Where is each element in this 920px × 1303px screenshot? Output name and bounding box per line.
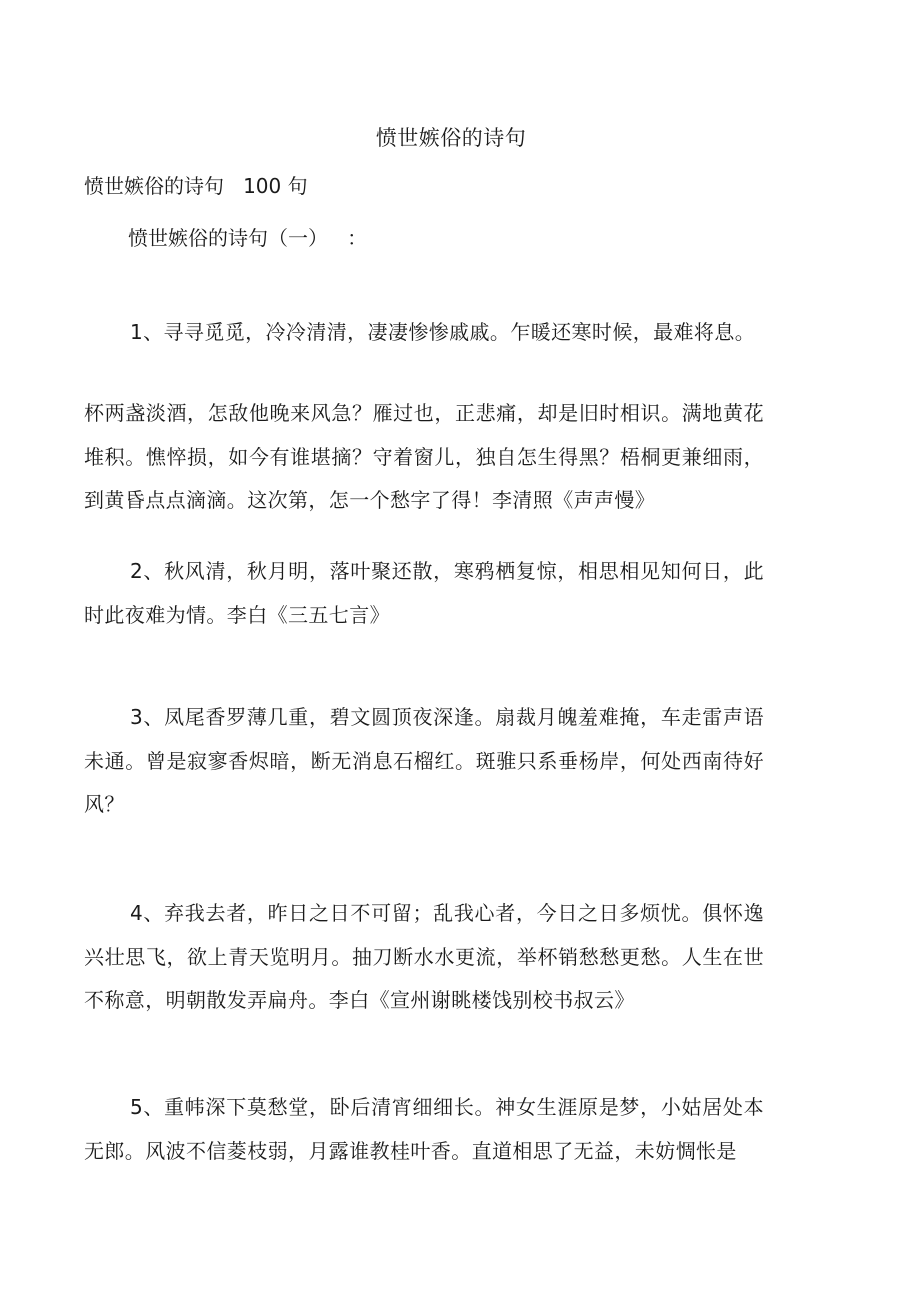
poem-1-first-line: 1、寻寻觅觅，冷冷清清，凄凄惨惨戚戚。乍暖还寒时候，最难将息。 — [130, 320, 756, 344]
document-title: 愤世嫉俗的诗句 — [375, 126, 527, 150]
poem-4: 4、弃我去者，昨日之日不可留；乱我心者，今日之日多烦忧。俱怀逸兴壮思飞，欲上青天览明月。抽刀断水水更流，举杯销愁愁更愁。人生在世不称意，明朝散发弄扁舟。李白《宣州谢眺楼饯别校书叔云》 — [84, 901, 764, 1012]
document-subtitle: 愤世嫉俗的诗句 100 句 — [84, 174, 308, 198]
poem-1-body: 杯两盏淡酒，怎敌他晚来风急？雁过也，正悲痛，却是旧时相识。满地黄花堆积。憔悴损，如今有谁堪摘？守着窗儿，独自怎生得黑？梧桐更兼细雨，到黄昏点点滴滴。这次第，怎一个愁字了得！李清照《声声慢》 — [84, 401, 764, 512]
poem-2: 2、秋风清，秋月明，落叶聚还散，寒鸦栖复惊，相思相见知何日，此时此夜难为情。李白《三五七言》 — [84, 559, 764, 627]
poem-3: 3、凤尾香罗薄几重，碧文圆顶夜深逢。扇裁月魄羞难掩，车走雷声语未通。曾是寂寥香烬暗，断无消息石榴红。斑骓只系垂杨岸，何处西南待好风？ — [84, 705, 764, 816]
poem-5: 5、重帏深下莫愁堂，卧后清宵细细长。神女生涯原是梦，小姑居处本无郎。风波不信菱枝弱，月露谁教桂叶香。直道相思了无益，未妨惆怅是 — [84, 1095, 764, 1163]
section-heading: 愤世嫉俗的诗句（一） ： — [128, 226, 368, 250]
